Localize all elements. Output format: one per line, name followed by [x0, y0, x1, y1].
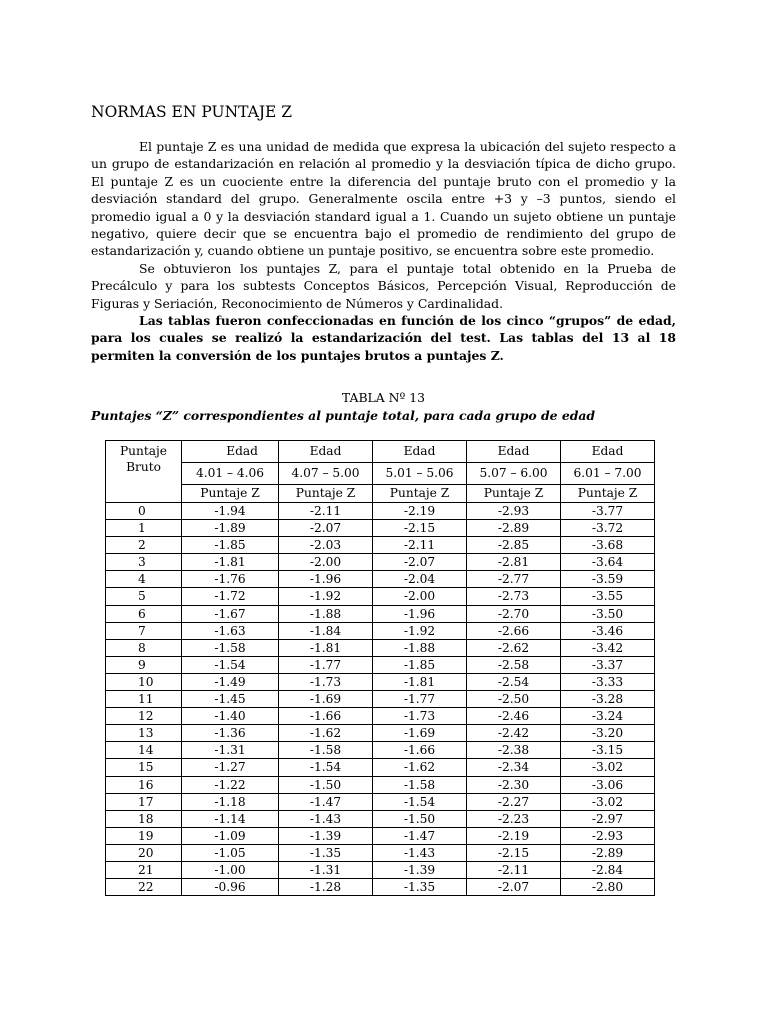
cell-puntaje-z: -1.27	[182, 759, 279, 776]
cell-puntaje-z: -1.62	[373, 759, 467, 776]
cell-puntaje-z: -1.18	[182, 793, 279, 810]
cell-puntaje-z: -1.66	[279, 708, 373, 725]
table-row	[106, 588, 655, 605]
header-row-puntaje-z	[106, 485, 655, 503]
cell-puntaje-z: -2.04	[373, 571, 467, 588]
cell-puntaje-bruto: 4	[106, 571, 182, 588]
cell-puntaje-bruto: 21	[106, 861, 182, 878]
table-row	[106, 554, 655, 571]
cell-puntaje-z: -2.93	[467, 503, 561, 520]
header-edad: Edad	[279, 441, 373, 463]
cell-puntaje-z: -1.66	[373, 742, 467, 759]
cell-puntaje-z: -1.35	[373, 879, 467, 896]
cell-puntaje-z: -1.40	[182, 708, 279, 725]
header-edad: Edad	[561, 441, 655, 463]
cell-puntaje-z: -1.81	[373, 673, 467, 690]
table-row	[106, 759, 655, 776]
cell-puntaje-z: -1.58	[373, 776, 467, 793]
z-score-table	[105, 440, 655, 896]
cell-puntaje-z: -2.62	[467, 639, 561, 656]
cell-puntaje-z: -1.14	[182, 810, 279, 827]
cell-puntaje-z: -2.15	[373, 520, 467, 537]
cell-puntaje-z: -1.69	[373, 725, 467, 742]
header-puntaje-z: Puntaje Z	[561, 485, 655, 503]
cell-puntaje-bruto: 10	[106, 673, 182, 690]
cell-puntaje-bruto: 14	[106, 742, 182, 759]
header-puntaje-z: Puntaje Z	[279, 485, 373, 503]
cell-puntaje-z: -2.19	[467, 827, 561, 844]
cell-puntaje-z: -1.39	[373, 861, 467, 878]
cell-puntaje-z: -1.76	[182, 571, 279, 588]
cell-puntaje-z: -3.28	[561, 691, 655, 708]
cell-puntaje-z: -2.73	[467, 588, 561, 605]
table-row	[106, 605, 655, 622]
header-edad: Edad	[467, 441, 561, 463]
cell-puntaje-z: -1.54	[182, 656, 279, 673]
cell-puntaje-z: -1.43	[373, 844, 467, 861]
cell-puntaje-z: -3.15	[561, 742, 655, 759]
header-age-group: 4.07 – 5.00	[279, 463, 373, 485]
cell-puntaje-z: -3.02	[561, 793, 655, 810]
cell-puntaje-z: -1.05	[182, 844, 279, 861]
table-row	[106, 656, 655, 673]
cell-puntaje-z: -2.30	[467, 776, 561, 793]
table-row	[106, 776, 655, 793]
cell-puntaje-z: -2.58	[467, 656, 561, 673]
header-row-age-groups	[106, 463, 655, 485]
cell-puntaje-z: -1.92	[373, 622, 467, 639]
header-puntaje-bruto	[106, 441, 182, 503]
paragraph-tables-note: Las tablas fueron confeccionadas en función de los cinco “grupos” de edad, para los cuales se realizó la estandarización del test. Las tablas del 13 al 18 permiten la conversión de los puntajes brutos a puntajes Z.	[91, 313, 676, 363]
cell-puntaje-z: -1.88	[373, 639, 467, 656]
cell-puntaje-bruto: 3	[106, 554, 182, 571]
header-puntaje-bruto-label: Puntaje Bruto	[119, 444, 168, 474]
table-row	[106, 827, 655, 844]
cell-puntaje-z: -2.11	[467, 861, 561, 878]
cell-puntaje-z: -2.07	[467, 879, 561, 896]
cell-puntaje-z: -1.77	[279, 656, 373, 673]
cell-puntaje-z: -2.00	[279, 554, 373, 571]
table-row	[106, 844, 655, 861]
cell-puntaje-z: -1.89	[182, 520, 279, 537]
cell-puntaje-z: -3.42	[561, 639, 655, 656]
cell-puntaje-bruto: 16	[106, 776, 182, 793]
cell-puntaje-z: -1.22	[182, 776, 279, 793]
table-body	[106, 503, 655, 896]
cell-puntaje-z: -1.73	[373, 708, 467, 725]
cell-puntaje-z: -2.50	[467, 691, 561, 708]
cell-puntaje-z: -1.81	[182, 554, 279, 571]
cell-puntaje-z: -2.89	[467, 520, 561, 537]
cell-puntaje-bruto: 17	[106, 793, 182, 810]
cell-puntaje-z: -1.96	[373, 605, 467, 622]
cell-puntaje-z: -2.80	[561, 879, 655, 896]
cell-puntaje-z: -2.11	[279, 503, 373, 520]
cell-puntaje-z: -2.38	[467, 742, 561, 759]
cell-puntaje-z: -3.55	[561, 588, 655, 605]
cell-puntaje-z: -2.34	[467, 759, 561, 776]
cell-puntaje-z: -1.31	[279, 861, 373, 878]
cell-puntaje-z: -3.33	[561, 673, 655, 690]
cell-puntaje-z: -2.70	[467, 605, 561, 622]
cell-puntaje-bruto: 20	[106, 844, 182, 861]
cell-puntaje-bruto: 9	[106, 656, 182, 673]
cell-puntaje-z: -3.72	[561, 520, 655, 537]
cell-puntaje-bruto: 11	[106, 691, 182, 708]
cell-puntaje-z: -1.43	[279, 810, 373, 827]
cell-puntaje-z: -2.89	[561, 844, 655, 861]
table-row	[106, 742, 655, 759]
cell-puntaje-z: -2.15	[467, 844, 561, 861]
cell-puntaje-z: -2.93	[561, 827, 655, 844]
cell-puntaje-z: -2.42	[467, 725, 561, 742]
table-row	[106, 879, 655, 896]
cell-puntaje-z: -1.39	[279, 827, 373, 844]
cell-puntaje-bruto: 13	[106, 725, 182, 742]
cell-puntaje-z: -2.07	[279, 520, 373, 537]
cell-puntaje-bruto: 6	[106, 605, 182, 622]
cell-puntaje-z: -1.50	[279, 776, 373, 793]
cell-puntaje-z: -1.36	[182, 725, 279, 742]
cell-puntaje-z: -2.81	[467, 554, 561, 571]
cell-puntaje-bruto: 12	[106, 708, 182, 725]
cell-puntaje-z: -2.84	[561, 861, 655, 878]
cell-puntaje-z: -1.73	[279, 673, 373, 690]
cell-puntaje-z: -3.06	[561, 776, 655, 793]
cell-puntaje-z: -1.92	[279, 588, 373, 605]
cell-puntaje-z: -1.69	[279, 691, 373, 708]
table-row	[106, 622, 655, 639]
cell-puntaje-z: -1.85	[182, 537, 279, 554]
table-caption: Puntajes “Z” correspondientes al puntaje total, para cada grupo de edad	[91, 408, 596, 423]
table-row	[106, 673, 655, 690]
cell-puntaje-z: -1.85	[373, 656, 467, 673]
cell-puntaje-z: -1.88	[279, 605, 373, 622]
cell-puntaje-z: -2.66	[467, 622, 561, 639]
header-age-group: 6.01 – 7.00	[561, 463, 655, 485]
cell-puntaje-z: -1.81	[279, 639, 373, 656]
cell-puntaje-z: -3.02	[561, 759, 655, 776]
cell-puntaje-z: -1.28	[279, 879, 373, 896]
cell-puntaje-z: -1.58	[279, 742, 373, 759]
cell-puntaje-z: -3.64	[561, 554, 655, 571]
cell-puntaje-z: -2.23	[467, 810, 561, 827]
table-row	[106, 793, 655, 810]
cell-puntaje-z: -3.77	[561, 503, 655, 520]
header-edad: Edad	[373, 441, 467, 463]
cell-puntaje-z: -1.94	[182, 503, 279, 520]
section-heading: NORMAS EN PUNTAJE Z	[91, 103, 293, 121]
cell-puntaje-bruto: 15	[106, 759, 182, 776]
cell-puntaje-z: -2.11	[373, 537, 467, 554]
header-age-group: 4.01 – 4.06	[182, 463, 279, 485]
table-row	[106, 708, 655, 725]
cell-puntaje-z: -2.97	[561, 810, 655, 827]
cell-puntaje-z: -1.45	[182, 691, 279, 708]
cell-puntaje-z: -1.31	[182, 742, 279, 759]
table-row	[106, 810, 655, 827]
table-title: TABLA Nº 13	[341, 390, 426, 405]
cell-puntaje-z: -3.50	[561, 605, 655, 622]
header-row-edad	[106, 441, 655, 463]
table-row	[106, 725, 655, 742]
table-row	[106, 639, 655, 656]
cell-puntaje-z: -2.07	[373, 554, 467, 571]
header-puntaje-z: Puntaje Z	[182, 485, 279, 503]
cell-puntaje-bruto: 5	[106, 588, 182, 605]
cell-puntaje-z: -1.09	[182, 827, 279, 844]
cell-puntaje-bruto: 2	[106, 537, 182, 554]
cell-puntaje-z: -2.85	[467, 537, 561, 554]
table-row	[106, 537, 655, 554]
header-edad: Edad	[182, 441, 279, 463]
cell-puntaje-z: -2.19	[373, 503, 467, 520]
cell-puntaje-z: -3.59	[561, 571, 655, 588]
cell-puntaje-z: -1.35	[279, 844, 373, 861]
table-row	[106, 691, 655, 708]
cell-puntaje-z: -3.37	[561, 656, 655, 673]
cell-puntaje-z: -3.24	[561, 708, 655, 725]
cell-puntaje-z: -1.54	[373, 793, 467, 810]
cell-puntaje-z: -1.58	[182, 639, 279, 656]
header-age-group: 5.01 – 5.06	[373, 463, 467, 485]
cell-puntaje-z: -3.20	[561, 725, 655, 742]
cell-puntaje-z: -1.00	[182, 861, 279, 878]
cell-puntaje-z: -1.54	[279, 759, 373, 776]
cell-puntaje-z: -1.67	[182, 605, 279, 622]
cell-puntaje-z: -2.00	[373, 588, 467, 605]
cell-puntaje-bruto: 19	[106, 827, 182, 844]
table-row	[106, 503, 655, 520]
cell-puntaje-z: -1.72	[182, 588, 279, 605]
cell-puntaje-z: -1.84	[279, 622, 373, 639]
table-row	[106, 861, 655, 878]
cell-puntaje-z: -1.47	[279, 793, 373, 810]
paragraph-z-definition: El puntaje Z es una unidad de medida que expresa la ubicación del sujeto respecto a un grupo de estandarización en relación al promedio y la desviación típica de dicho grupo. El puntaje Z es un cuociente entre la diferencia del puntaje bruto con el promedio y la desviación standard del grupo. Generalmente oscila entre +3 y –3 puntos, siendo el promedio igual a 0 y la desviación standard igual a 1. Cuando un sujeto obtiene un puntaje negativo, quiere decir que se encuentra bajo el promedio de rendimiento del grupo de estandarización y, cuando obtiene un puntaje positivo, se encuentra sobre este promedio.	[91, 139, 676, 259]
paragraph-subtests: Se obtuvieron los puntajes Z, para el puntaje total obtenido en la Prueba de Precálculo y para los subtests Conceptos Básicos, Percepción Visual, Reproducción de Figuras y Seriación, Reconocimiento de Números y Cardinalidad.	[91, 260, 676, 311]
cell-puntaje-bruto: 7	[106, 622, 182, 639]
cell-puntaje-z: -1.96	[279, 571, 373, 588]
cell-puntaje-bruto: 1	[106, 520, 182, 537]
header-age-group: 5.07 – 6.00	[467, 463, 561, 485]
body-text	[91, 138, 676, 364]
cell-puntaje-z: -1.62	[279, 725, 373, 742]
cell-puntaje-bruto: 22	[106, 879, 182, 896]
cell-puntaje-z: -1.47	[373, 827, 467, 844]
cell-puntaje-z: -3.68	[561, 537, 655, 554]
table-row	[106, 571, 655, 588]
header-puntaje-z: Puntaje Z	[373, 485, 467, 503]
cell-puntaje-z: -1.49	[182, 673, 279, 690]
cell-puntaje-z: -2.46	[467, 708, 561, 725]
cell-puntaje-z: -1.50	[373, 810, 467, 827]
cell-puntaje-z: -2.77	[467, 571, 561, 588]
cell-puntaje-z: -2.03	[279, 537, 373, 554]
cell-puntaje-z: -3.46	[561, 622, 655, 639]
cell-puntaje-z: -2.27	[467, 793, 561, 810]
table-row	[106, 520, 655, 537]
cell-puntaje-z: -2.54	[467, 673, 561, 690]
cell-puntaje-bruto: 0	[106, 503, 182, 520]
header-puntaje-z: Puntaje Z	[467, 485, 561, 503]
cell-puntaje-z: -0.96	[182, 879, 279, 896]
cell-puntaje-bruto: 18	[106, 810, 182, 827]
cell-puntaje-bruto: 8	[106, 639, 182, 656]
cell-puntaje-z: -1.63	[182, 622, 279, 639]
cell-puntaje-z: -1.77	[373, 691, 467, 708]
